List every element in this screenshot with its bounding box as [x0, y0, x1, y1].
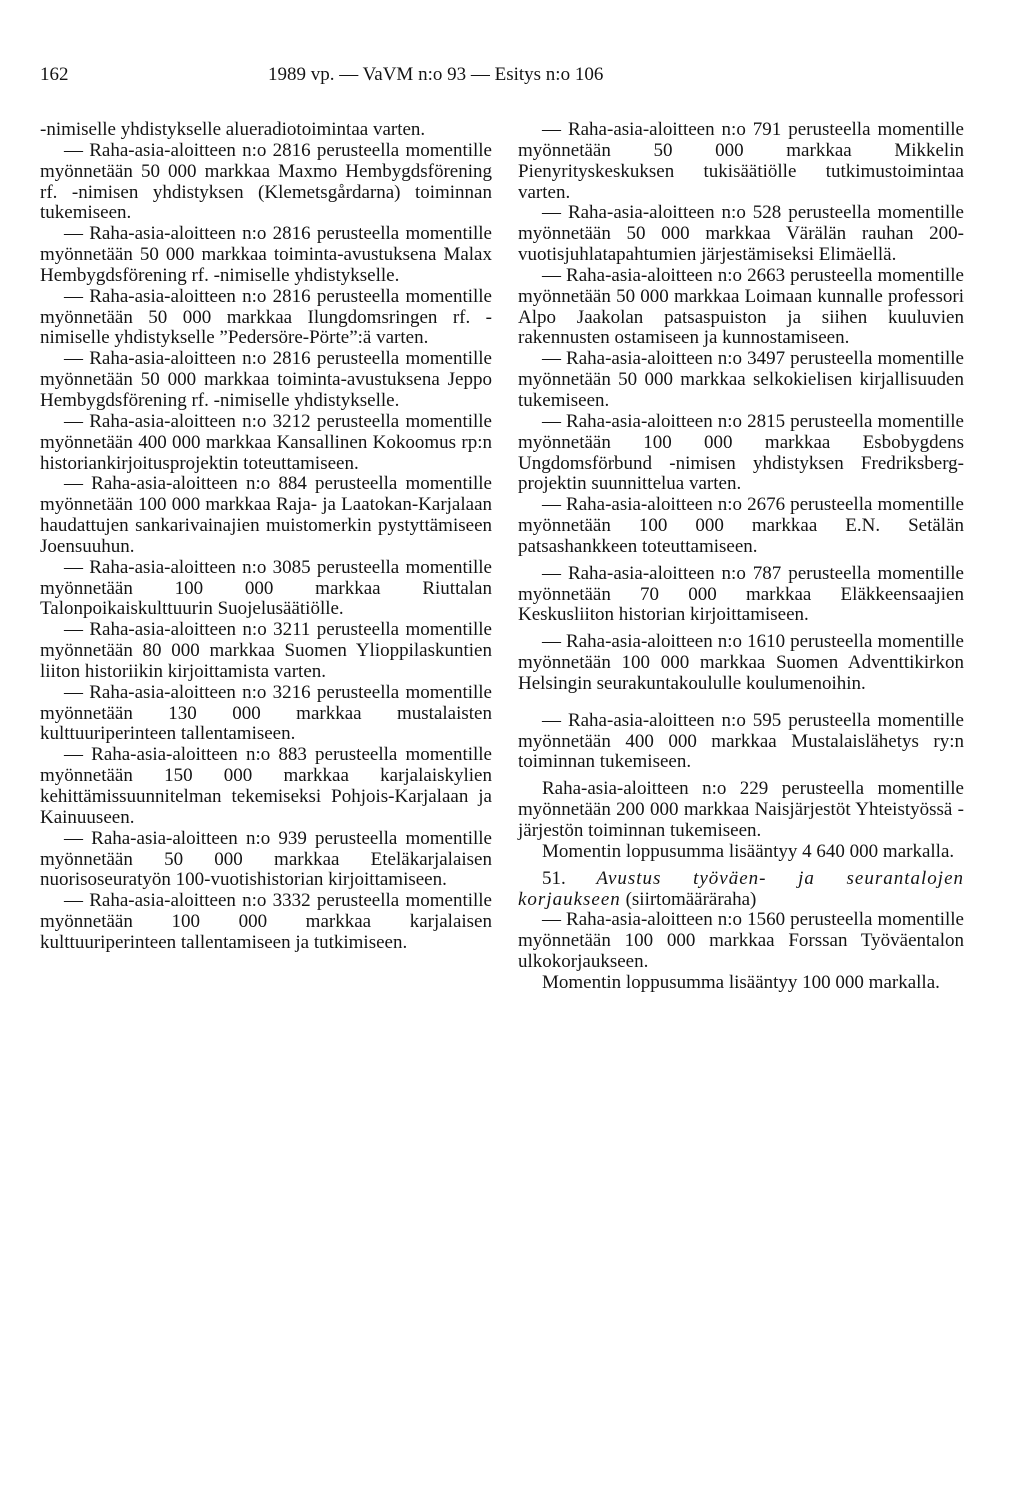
paragraph: — Raha-asia-aloitteen n:o 2815 perusteella momentille myönnetään 100 000 markkaa Esbobygdens Ungdomsförbund -nimisen yhdistyksen Fredriksberg-projektin suunnittelua varten.: [518, 410, 964, 495]
section-title: Avustus työväen- ja seurantalojen korjaukseen: [518, 867, 965, 910]
paragraph: — Raha-asia-aloitteen n:o 2816 perusteella momentille myönnetään 50 000 markkaa toiminta-avustuksena Jeppo Hembygdsförening rf. -nimiselle yhdistykselle.: [40, 348, 492, 411]
section-heading: [518, 869, 964, 911]
paragraph: — Raha-asia-aloitteen n:o 939 perusteella momentille myönnetään 50 000 markkaa Eteläkarjalaisen nuorisoseuratyön 100-vuotishistorian kirjoittamiseen.: [40, 827, 492, 891]
paragraph: — Raha-asia-aloitteen n:o 787 perusteella momentille myönnetään 70 000 markkaa Eläkkeensaajien Keskusliiton historian kirjoittamiseen.: [518, 562, 964, 626]
paragraph: — Raha-asia-aloitteen n:o 2816 perusteella momentille myönnetään 50 000 markkaa Maxmo Hembygdsförening rf. -nimisen yhdistyksen (Klemetsgårdarna) toiminnan tukemiseen.: [40, 139, 492, 224]
right-column: [518, 120, 964, 994]
paragraph: Momentin loppusumma lisääntyy 4 640 000 markalla.: [542, 840, 955, 862]
paragraph: Raha-asia-aloitteen n:o 229 perusteella momentille myönnetään 200 000 markkaa Naisjärjestöt Yhteistyössä -järjestön toiminnan tukemiseen.: [518, 778, 964, 841]
paragraph: Momentin loppusumma lisääntyy 100 000 markalla.: [542, 971, 940, 993]
running-title: 1989 vp. — VaVM n:o 93 — Esitys n:o 106: [268, 64, 604, 85]
left-column: [40, 120, 492, 954]
paragraph: — Raha-asia-aloitteen n:o 2676 perusteella momentille myönnetään 100 000 markkaa E.N. Setälän patsashankkeen toteuttamiseen.: [518, 494, 964, 557]
paragraph: — Raha-asia-aloitteen n:o 883 perusteella momentille myönnetään 150 000 markkaa karjalaiskylien kehittämissuunnitelman tekemiseksi Pohjois-Karjalaan ja Kainuuseen.: [40, 744, 492, 828]
paragraph: — Raha-asia-aloitteen n:o 3332 perusteella momentille myönnetään 100 000 markkaa karjalaisen kulttuuriperinteen tallentamiseen ja tutkimiseen.: [40, 890, 492, 953]
paragraph: — Raha-asia-aloitteen n:o 884 perusteella momentille myönnetään 100 000 markkaa Raja- ja Laatokan-Karjalaan haudattujen sankarivainajien muistomerkin pystyttämiseen Joensuuhun.: [40, 473, 492, 557]
section-number: 51.: [542, 867, 566, 889]
page-header: [40, 64, 740, 94]
paragraph: — Raha-asia-aloitteen n:o 2816 perusteella momentille myönnetään 50 000 markkaa Ilungdomsringen rf. -nimiselle yhdistykselle ”Pedersöre-Pörte”:ä varten.: [40, 285, 492, 349]
paragraph: — Raha-asia-aloitteen n:o 3216 perusteella momentille myönnetään 130 000 markkaa mustalaisten kulttuuriperinteen tallentamiseen.: [40, 681, 492, 745]
section-title-suffix: (siirtomääräraha): [620, 888, 757, 910]
paragraph: — Raha-asia-aloitteen n:o 1560 perusteella momentille myönnetään 100 000 markkaa Forssan Työväentalon ulkokorjaukseen.: [518, 909, 964, 973]
paragraph: — Raha-asia-aloitteen n:o 1610 perusteella momentille myönnetään 100 000 markkaa Suomen Adventtikirkon Helsingin seurakuntakoululle koulumenoihin.: [518, 631, 964, 694]
paragraph: — Raha-asia-aloitteen n:o 3085 perusteella momentille myönnetään 100 000 markkaa Riuttalan Talonpoikaiskulttuurin Suojelusäätiölle.: [40, 556, 492, 620]
paragraph: — Raha-asia-aloitteen n:o 528 perusteella momentille myönnetään 50 000 markkaa Värälän rauhan 200-vuotisjuhlatapahtumien järjestämiseksi Elimäellä.: [518, 202, 964, 266]
paragraph: -nimiselle yhdistykselle alueradiotoimintaa varten.: [40, 119, 426, 140]
page-number: 162: [40, 64, 69, 85]
paragraph: — Raha-asia-aloitteen n:o 595 perusteella momentille myönnetään 400 000 markkaa Mustalaislähetys ry:n toiminnan tukemiseen.: [518, 709, 964, 773]
paragraph: — Raha-asia-aloitteen n:o 3497 perusteella momentille myönnetään 50 000 markkaa selkokielisen kirjallisuuden tukemiseen.: [518, 348, 964, 411]
paragraph: — Raha-asia-aloitteen n:o 3212 perusteella momentille myönnetään 400 000 markkaa Kansallinen Kokoomus rp:n historiankirjoitusprojektin toteuttamiseen.: [40, 410, 492, 474]
paragraph: — Raha-asia-aloitteen n:o 2663 perusteella momentille myönnetään 50 000 markkaa Loimaan kunnalle professori Alpo Jaakolan patsaspuiston ja siihen kuuluvien rakennusten ostamiseen ja kunnostamiseen.: [518, 264, 964, 349]
paragraph: — Raha-asia-aloitteen n:o 791 perusteella momentille myönnetään 50 000 markkaa Mikkelin Pienyrityskeskuksen tukisäätiölle tutkimustoimintaa varten.: [518, 119, 964, 203]
paragraph: — Raha-asia-aloitteen n:o 3211 perusteella momentille myönnetään 80 000 markkaa Suomen Ylioppilaskuntien liiton historiikin kirjoittamista varten.: [40, 619, 492, 682]
paragraph: — Raha-asia-aloitteen n:o 2816 perusteella momentille myönnetään 50 000 markkaa toiminta-avustuksena Malax Hembygdsförening rf. -nimiselle yhdistykselle.: [40, 223, 492, 286]
